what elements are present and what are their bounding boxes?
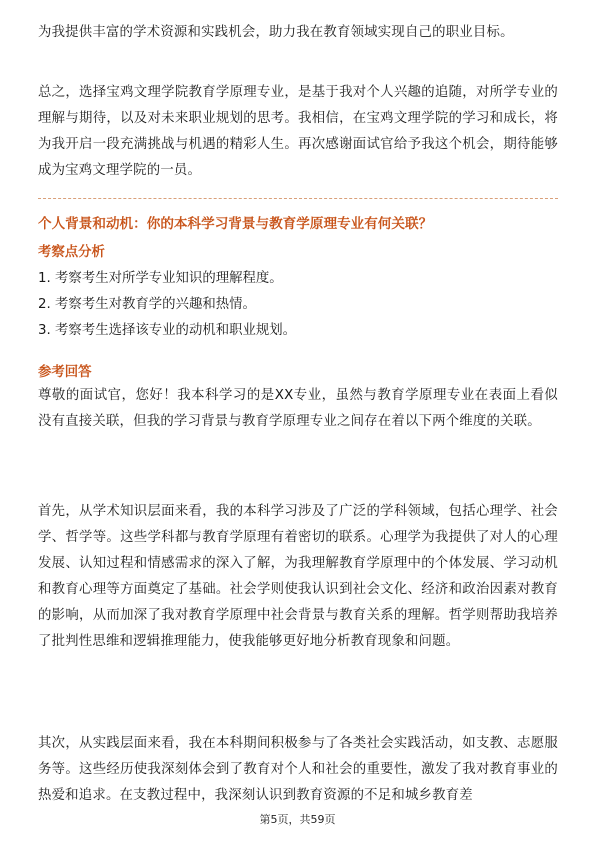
question-title: 个人背景和动机：你的本科学习背景与教育学原理专业有何关联？ xyxy=(38,216,433,232)
answer-paragraph: 尊敬的面试官，您好！我本科学习的是XX专业，虽然与教育学原理专业在表面上看似没有直接关联，但我的学习背景与教育学原理专业之间存在着以下两个维度的关联。 xyxy=(38,388,558,429)
summary-paragraph: 总之，选择宝鸡文理学院教育学原理专业，是基于我对个人兴趣的追随，对所学专业的理解与期待，以及对未来职业规划的思考。我相信，在宝鸡文理学院的学习和成长，将为我开启一段充满挑战与机遇的精彩人生。再次感谢面试官给予我这个机会，期待能够成为宝鸡文理学院的一员。 xyxy=(38,85,558,178)
analysis-item: 2. 考察考生对教育学的兴趣和热情。 xyxy=(38,297,256,312)
answer-heading: 参考回答 xyxy=(38,365,92,380)
analysis-heading: 考察点分析 xyxy=(38,245,105,260)
answer-paragraph: 首先，从学术知识层面来看，我的本科学习涉及了广泛的学科领域，包括心理学、社会学、哲学等。这些学科都与教育学原理有着密切的联系。心理学为我提供了对人的心理发展、认知过程和情感需求的深入了解，为我理解教育学原理中的个体发展、学习动机和教育心理等方面奠定了基础。社会学则使我认识到社会文化、经济和政治因素对教育的影响，从而加深了我对教育学原理中社会背景与教育关系的理解。哲学则帮助我培养了批判性思维和逻辑推理能力，使我能够更好地分析教育现象和问题。 xyxy=(38,504,558,649)
answer-paragraph: 其次，从实践层面来看，我在本科期间积极参与了各类社会实践活动，如支教、志愿服务等。这些经历使我深刻体会到了教育对个人和社会的重要性，激发了我对教育事业的热爱和追求。在支教过程中，我深刻认识到教育资源的不足和城乡教育差 xyxy=(38,736,558,803)
question-divider xyxy=(38,198,558,199)
page-number: 第5页，共59页 xyxy=(259,813,336,826)
analysis-list xyxy=(38,266,558,344)
analysis-item: 1. 考察考生对所学专业知识的理解程度。 xyxy=(38,271,283,286)
intro-closing-paragraph: 为我提供丰富的学术资源和实践机会，助力我在教育领域实现自己的职业目标。 xyxy=(38,25,514,40)
analysis-item: 3. 考察考生选择该专业的动机和职业规划。 xyxy=(38,323,297,338)
